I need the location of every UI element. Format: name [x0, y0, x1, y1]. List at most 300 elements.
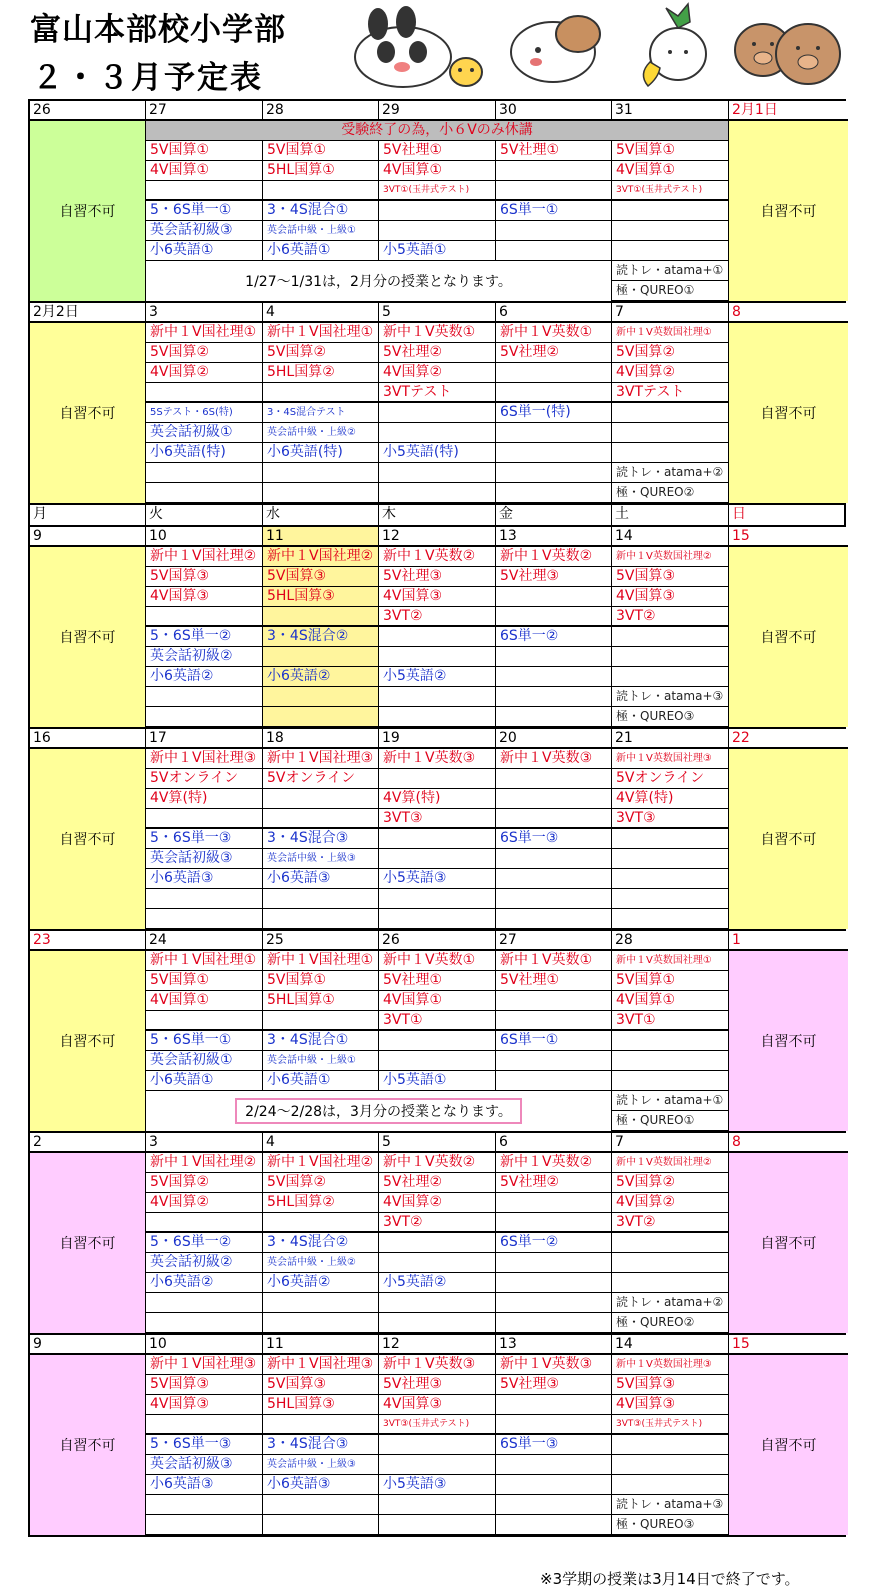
schedule-entry: 6S単一② [496, 627, 612, 647]
schedule-entry: 新中１V国社理③ [263, 749, 379, 769]
schedule-entry: 英会話初級① [146, 1051, 263, 1071]
date-cell: 3 [146, 1133, 263, 1153]
schedule-entry: 4V国算① [379, 991, 496, 1011]
schedule-entry: 3VT② [379, 1213, 496, 1233]
schedule-entry: 英会話初級③ [146, 849, 263, 869]
date-cell: 27 [496, 931, 612, 951]
date-cell: 15 [729, 1335, 848, 1355]
date-cell: 28 [263, 101, 379, 121]
schedule-entry [263, 1213, 379, 1233]
schedule-entry: 4V算(特) [612, 789, 729, 809]
schedule-entry: 新中１V英数国社理③ [612, 749, 729, 769]
date-cell: 3 [146, 303, 263, 323]
schedule-entry [379, 423, 496, 443]
schedule-entry: 英会話中級・上級① [263, 221, 379, 241]
schedule-entry [612, 1475, 729, 1495]
schedule-entry: 小6英語① [263, 241, 379, 261]
schedule-entry: 小6英語① [263, 1071, 379, 1091]
closed-day-cell: 自習不可 [729, 323, 848, 503]
saturday-extra-class: 極・QUREO③ [612, 707, 729, 727]
schedule-entry [496, 363, 612, 383]
schedule-entry: 小6英語② [263, 1273, 379, 1293]
schedule-entry: 3・4S混合① [263, 201, 379, 221]
schedule-entry: 新中１V国社理② [146, 547, 263, 567]
schedule-entry [379, 1031, 496, 1051]
schedule-entry [612, 1435, 729, 1455]
schedule-entry [496, 221, 612, 241]
date-cell: 6 [496, 303, 612, 323]
schedule-entry [496, 1051, 612, 1071]
schedule-entry: 5V国算③ [146, 567, 263, 587]
date-cell: 12 [379, 1335, 496, 1355]
schedule-entry: 5V社理② [379, 1173, 496, 1193]
schedule-entry: 4V国算③ [146, 587, 263, 607]
schedule-note [146, 261, 612, 301]
date-cell: 4 [263, 1133, 379, 1153]
schedule-entry: 3VTテスト [612, 383, 729, 403]
schedule-entry: 英会話中級・上級① [263, 1051, 379, 1071]
closed-day-cell: 自習不可 [729, 749, 848, 929]
date-cell: 26 [379, 931, 496, 951]
date-cell: 31 [612, 101, 729, 121]
schedule-entry: 新中１V英数③ [379, 749, 496, 769]
schedule-entry: 新中１V英数国社理① [612, 323, 729, 343]
empty-cell [263, 1313, 379, 1333]
date-cell: 12 [379, 527, 496, 547]
schedule-entry: 新中１V英数③ [496, 749, 612, 769]
schedule-entry: 新中１V英数③ [379, 1355, 496, 1375]
empty-cell [263, 909, 379, 929]
saturday-extra-class: 極・QUREO① [612, 1111, 729, 1131]
weekday-label: 木 [379, 505, 496, 525]
schedule-entry: 5HL国算② [263, 363, 379, 383]
schedule-entry [379, 201, 496, 221]
schedule-entry: 英会話初級③ [146, 1455, 263, 1475]
schedule-entry: 新中１V英数国社理② [612, 1153, 729, 1173]
schedule-entry: 新中１V国社理① [263, 323, 379, 343]
schedule-entry: 5HL国算③ [263, 587, 379, 607]
date-cell: 10 [146, 527, 263, 547]
schedule-entry [496, 1011, 612, 1031]
date-cell: 18 [263, 729, 379, 749]
schedule-entry: 小5英語③ [379, 869, 496, 889]
schedule-entry: 新中１V英数① [496, 951, 612, 971]
schedule-entry [496, 443, 612, 463]
schedule-entry: 新中１V国社理① [146, 323, 263, 343]
empty-cell [496, 483, 612, 503]
schedule-entry [612, 667, 729, 687]
page-title: 富山本部校小学部 [30, 12, 286, 48]
schedule-entry [263, 383, 379, 403]
empty-cell [146, 889, 263, 909]
closed-day-cell: 自習不可 [729, 1355, 848, 1535]
empty-cell [612, 909, 729, 929]
schedule-entry: 4V国算① [379, 161, 496, 181]
schedule-entry: 新中１V国社理② [263, 1153, 379, 1173]
schedule-entry: 4V国算③ [612, 1395, 729, 1415]
schedule-entry: 5V社理① [496, 141, 612, 161]
schedule-entry: 5V社理② [496, 343, 612, 363]
schedule-entry [496, 161, 612, 181]
saturday-extra-class: 読トレ・atama+③ [612, 1495, 729, 1515]
schedule-entry: 5V国算③ [612, 567, 729, 587]
date-cell: 11 [263, 1335, 379, 1355]
schedule-entry: 5V社理① [379, 141, 496, 161]
schedule-entry [379, 1435, 496, 1455]
schedule-entry [612, 1071, 729, 1091]
schedule-entry: 新中１V英数① [379, 951, 496, 971]
schedule-entry [496, 647, 612, 667]
schedule-entry: 5V国算① [612, 971, 729, 991]
empty-cell [146, 483, 263, 503]
schedule-entry: 小6英語② [263, 667, 379, 687]
empty-cell [496, 1293, 612, 1313]
weekday-label: 水 [263, 505, 379, 525]
date-cell: 16 [30, 729, 146, 749]
empty-cell [379, 889, 496, 909]
schedule-entry: 3VT② [612, 1213, 729, 1233]
schedule-entry: 英会話中級・上級② [263, 1253, 379, 1273]
closed-day-cell: 自習不可 [30, 749, 146, 929]
schedule-entry: 新中１V国社理② [146, 1153, 263, 1173]
saturday-extra-class: 極・QUREO② [612, 483, 729, 503]
date-cell: 13 [496, 527, 612, 547]
schedule-entry [496, 383, 612, 403]
date-cell: 13 [496, 1335, 612, 1355]
schedule-entry: 6S単一③ [496, 829, 612, 849]
empty-cell [379, 483, 496, 503]
saturday-extra-class: 読トレ・atama+① [612, 1091, 729, 1111]
saturday-extra-class: 読トレ・atama+③ [612, 687, 729, 707]
date-cell: 1 [729, 931, 848, 951]
schedule-entry: 5V国算② [263, 1173, 379, 1193]
date-cell: 14 [612, 1335, 729, 1355]
schedule-entry [146, 607, 263, 627]
schedule-entry: 5Sテスト・6S(特) [146, 403, 263, 423]
schedule-entry: 英会話初級① [146, 423, 263, 443]
schedule-entry: 小6英語(特) [263, 443, 379, 463]
date-cell: 21 [612, 729, 729, 749]
schedule-entry: 5V国算③ [612, 1375, 729, 1395]
schedule-entry: 英会話初級③ [146, 221, 263, 241]
schedule-entry [146, 1213, 263, 1233]
date-cell: 2月1日 [729, 101, 848, 121]
week-block [28, 931, 846, 1133]
saturday-extra-class: 読トレ・atama+② [612, 1293, 729, 1313]
schedule-entry: 新中１V英数① [496, 323, 612, 343]
date-cell: 22 [729, 729, 848, 749]
schedule-entry: 3VT① [612, 1011, 729, 1031]
schedule-entry: 5Vオンライン [263, 769, 379, 789]
schedule-entry: 小5英語② [379, 667, 496, 687]
schedule-entry: 新中１V国社理③ [263, 1355, 379, 1375]
schedule-entry [612, 1455, 729, 1475]
closed-day-cell: 自習不可 [30, 951, 146, 1131]
schedule-entry: 4V国算② [612, 363, 729, 383]
date-cell: 9 [30, 527, 146, 547]
schedule-entry [263, 607, 379, 627]
date-cell: 19 [379, 729, 496, 749]
schedule-entry [379, 403, 496, 423]
schedule-entry: 3・4S混合③ [263, 829, 379, 849]
date-cell: 2月2日 [30, 303, 146, 323]
schedule-entry: 小5英語② [379, 1273, 496, 1293]
schedule-entry [263, 809, 379, 829]
schedule-entry: 4V国算③ [612, 587, 729, 607]
date-cell: 5 [379, 303, 496, 323]
weekday-label: 日 [732, 506, 746, 522]
schedule-entry: 5V社理③ [496, 1375, 612, 1395]
schedule-entry: 新中１V英数② [496, 1153, 612, 1173]
schedule-entry [263, 1415, 379, 1435]
date-cell: 25 [263, 931, 379, 951]
date-cell: 29 [379, 101, 496, 121]
schedule-entry: 新中１V英数③ [496, 1355, 612, 1375]
date-cell: 8 [729, 1133, 848, 1153]
schedule-entry [612, 443, 729, 463]
schedule-entry: 3VT③(玉井式テスト) [379, 1415, 496, 1435]
closed-day-cell: 自習不可 [30, 1355, 146, 1535]
week-block [28, 729, 846, 931]
saturday-extra-class: 極・QUREO③ [612, 1515, 729, 1535]
schedule-entry [612, 829, 729, 849]
schedule-entry [496, 181, 612, 201]
schedule-entry: 5HL国算① [263, 991, 379, 1011]
schedule-entry: 小6英語(特) [146, 443, 263, 463]
schedule-entry [496, 789, 612, 809]
date-cell: 15 [729, 527, 848, 547]
week-block [28, 1335, 846, 1537]
closed-day-cell: 自習不可 [30, 121, 146, 301]
page-subtitle: ２・３月予定表 [32, 60, 263, 96]
schedule-entry [379, 769, 496, 789]
schedule-entry [612, 1273, 729, 1293]
schedule-entry: 5Vオンライン [146, 769, 263, 789]
schedule-entry: 4V国算② [612, 1193, 729, 1213]
schedule-entry [379, 647, 496, 667]
boar-icon [735, 24, 840, 84]
empty-cell [146, 1495, 263, 1515]
schedule-entry: 4V国算② [146, 1193, 263, 1213]
date-cell: 6 [496, 1133, 612, 1153]
schedule-entry [146, 1011, 263, 1031]
date-cell: 27 [146, 101, 263, 121]
empty-cell [379, 463, 496, 483]
schedule-entry [146, 181, 263, 201]
schedule-entry: 5V国算① [263, 141, 379, 161]
empty-cell [263, 463, 379, 483]
closed-day-cell: 自習不可 [30, 1153, 146, 1333]
schedule-entry [146, 1415, 263, 1435]
closed-day-cell: 自習不可 [729, 951, 848, 1131]
empty-cell [496, 687, 612, 707]
schedule-entry [496, 991, 612, 1011]
weekday-label: 土 [612, 505, 729, 525]
schedule-entry: 新中１V英数② [496, 547, 612, 567]
schedule-entry: 3VT③ [612, 809, 729, 829]
schedule-entry: 小5英語① [379, 241, 496, 261]
closed-day-cell: 自習不可 [30, 547, 146, 727]
schedule-entry [496, 1213, 612, 1233]
schedule-entry: 新中１V英数② [379, 547, 496, 567]
schedule-entry: 6S単一① [496, 1031, 612, 1051]
saturday-extra-class: 極・QUREO② [612, 1313, 729, 1333]
schedule-entry [496, 869, 612, 889]
schedule-entry: 4V国算① [146, 991, 263, 1011]
schedule-entry [612, 1253, 729, 1273]
empty-cell [496, 707, 612, 727]
radish-icon [643, 4, 706, 86]
schedule-entry [379, 1233, 496, 1253]
schedule-entry [496, 1071, 612, 1091]
schedule-entry: 6S単一③ [496, 1435, 612, 1455]
schedule-entry: 5・6S単一③ [146, 829, 263, 849]
schedule-entry: 5HL国算③ [263, 1395, 379, 1415]
schedule-entry [496, 769, 612, 789]
schedule-entry: 小6英語② [146, 1273, 263, 1293]
date-cell: 30 [496, 101, 612, 121]
empty-cell [379, 909, 496, 929]
week-block [28, 99, 846, 303]
schedule-entry: 3VT①(玉井式テスト) [612, 181, 729, 201]
schedule-entry: 英会話中級・上級③ [263, 1455, 379, 1475]
schedule-entry: 新中１V英数② [379, 1153, 496, 1173]
schedule-entry: 5Vオンライン [612, 769, 729, 789]
schedule-entry: 新中１V英数① [379, 323, 496, 343]
date-cell: 10 [146, 1335, 263, 1355]
empty-cell [496, 1515, 612, 1535]
schedule-entry: 5・6S単一③ [146, 1435, 263, 1455]
schedule-entry [496, 1273, 612, 1293]
schedule-entry [379, 627, 496, 647]
schedule-entry: 5V国算③ [263, 1375, 379, 1395]
panda-icon [355, 6, 451, 87]
schedule-entry: 4V国算① [612, 161, 729, 181]
schedule-entry: 新中１V国社理② [263, 547, 379, 567]
schedule-entry [612, 647, 729, 667]
schedule-entry [496, 241, 612, 261]
empty-cell [496, 1495, 612, 1515]
saturday-extra-class: 極・QUREO① [612, 281, 729, 301]
schedule-entry [496, 1455, 612, 1475]
schedule-entry [263, 181, 379, 201]
empty-cell [612, 889, 729, 909]
schedule-entry [379, 1253, 496, 1273]
schedule-entry: 3・4S混合① [263, 1031, 379, 1051]
creature-icon [511, 16, 600, 82]
schedule-entry [612, 1051, 729, 1071]
empty-cell [379, 687, 496, 707]
empty-cell [146, 687, 263, 707]
schedule-entry: 5HL国算① [263, 161, 379, 181]
date-cell: 8 [729, 303, 848, 323]
empty-cell [146, 707, 263, 727]
schedule-entry: 新中１V英数国社理③ [612, 1355, 729, 1375]
schedule-entry: 5V国算① [146, 971, 263, 991]
schedule-entry: 5V国算② [146, 343, 263, 363]
schedule-entry [612, 423, 729, 443]
schedule-entry: 5V社理③ [379, 567, 496, 587]
week-block [28, 527, 846, 729]
schedule-entry: 新中１V国社理③ [146, 749, 263, 769]
schedule-entry: 英会話初級② [146, 1253, 263, 1273]
week-block [28, 303, 846, 505]
closure-banner: 受験終了の為，小６Vのみ休講 [146, 121, 729, 141]
schedule-entry [612, 869, 729, 889]
date-cell: 24 [146, 931, 263, 951]
schedule-entry: 4V算(特) [146, 789, 263, 809]
schedule-entry [496, 587, 612, 607]
schedule-note-text: 2/24～2/28は，3月分の授業となります。 [235, 1098, 522, 1124]
schedule-entry: 3VTテスト [379, 383, 496, 403]
schedule-entry: 4V国算③ [379, 587, 496, 607]
closed-day-cell: 自習不可 [729, 1153, 848, 1333]
schedule-entry [496, 667, 612, 687]
schedule-entry: 3・4S混合テスト [263, 403, 379, 423]
schedule-entry [379, 829, 496, 849]
date-cell: 23 [30, 931, 146, 951]
empty-cell [263, 687, 379, 707]
empty-cell [263, 707, 379, 727]
closed-day-cell: 自習不可 [729, 547, 848, 727]
schedule-entry [379, 1455, 496, 1475]
date-cell: 7 [612, 1133, 729, 1153]
schedule-entry: 小6英語③ [146, 869, 263, 889]
schedule-entry: 小6英語① [146, 1071, 263, 1091]
schedule-entry [263, 1011, 379, 1031]
schedule-entry: 5V国算② [263, 343, 379, 363]
closed-day-cell: 自習不可 [729, 121, 848, 301]
schedule-entry: 5V社理③ [379, 1375, 496, 1395]
schedule-entry: 新中１V国社理① [263, 951, 379, 971]
schedule-entry: 6S単一① [496, 201, 612, 221]
empty-cell [379, 1495, 496, 1515]
schedule-entry: 5・6S単一① [146, 201, 263, 221]
schedule-entry: 4V国算③ [379, 1395, 496, 1415]
date-cell: 5 [379, 1133, 496, 1153]
schedule-entry [496, 1193, 612, 1213]
empty-cell [496, 1313, 612, 1333]
schedule-entry: 新中１V国社理① [146, 951, 263, 971]
empty-cell [263, 483, 379, 503]
schedule-entry [496, 1253, 612, 1273]
schedule-entry: 5V国算③ [146, 1375, 263, 1395]
schedule-entry: 3VT② [612, 607, 729, 627]
schedule-entry: 新中１V国社理③ [146, 1355, 263, 1375]
empty-cell [496, 463, 612, 483]
schedule-entry: 3VT①(玉井式テスト) [379, 181, 496, 201]
date-cell: 7 [612, 303, 729, 323]
schedule-entry: 5・6S単一① [146, 1031, 263, 1051]
schedule-note-text: 1/27～1/31は，2月分の授業となります。 [245, 274, 512, 290]
date-cell: 9 [30, 1335, 146, 1355]
schedule-entry: 小5英語① [379, 1071, 496, 1091]
schedule-entry [612, 201, 729, 221]
schedule-entry: 5V国算② [612, 343, 729, 363]
schedule-entry: 5V国算③ [263, 567, 379, 587]
schedule-entry: 5V社理① [379, 971, 496, 991]
schedule-entry: 4V国算① [612, 991, 729, 1011]
empty-cell [146, 909, 263, 929]
schedule-entry [263, 789, 379, 809]
schedule-entry: 5V社理② [379, 343, 496, 363]
schedule-entry [379, 221, 496, 241]
schedule-entry [612, 1031, 729, 1051]
schedule-entry: 5・6S単一② [146, 1233, 263, 1253]
schedule-entry: 小6英語③ [263, 869, 379, 889]
date-cell: 11 [263, 527, 379, 547]
schedule-entry: 新中１V英数国社理① [612, 951, 729, 971]
